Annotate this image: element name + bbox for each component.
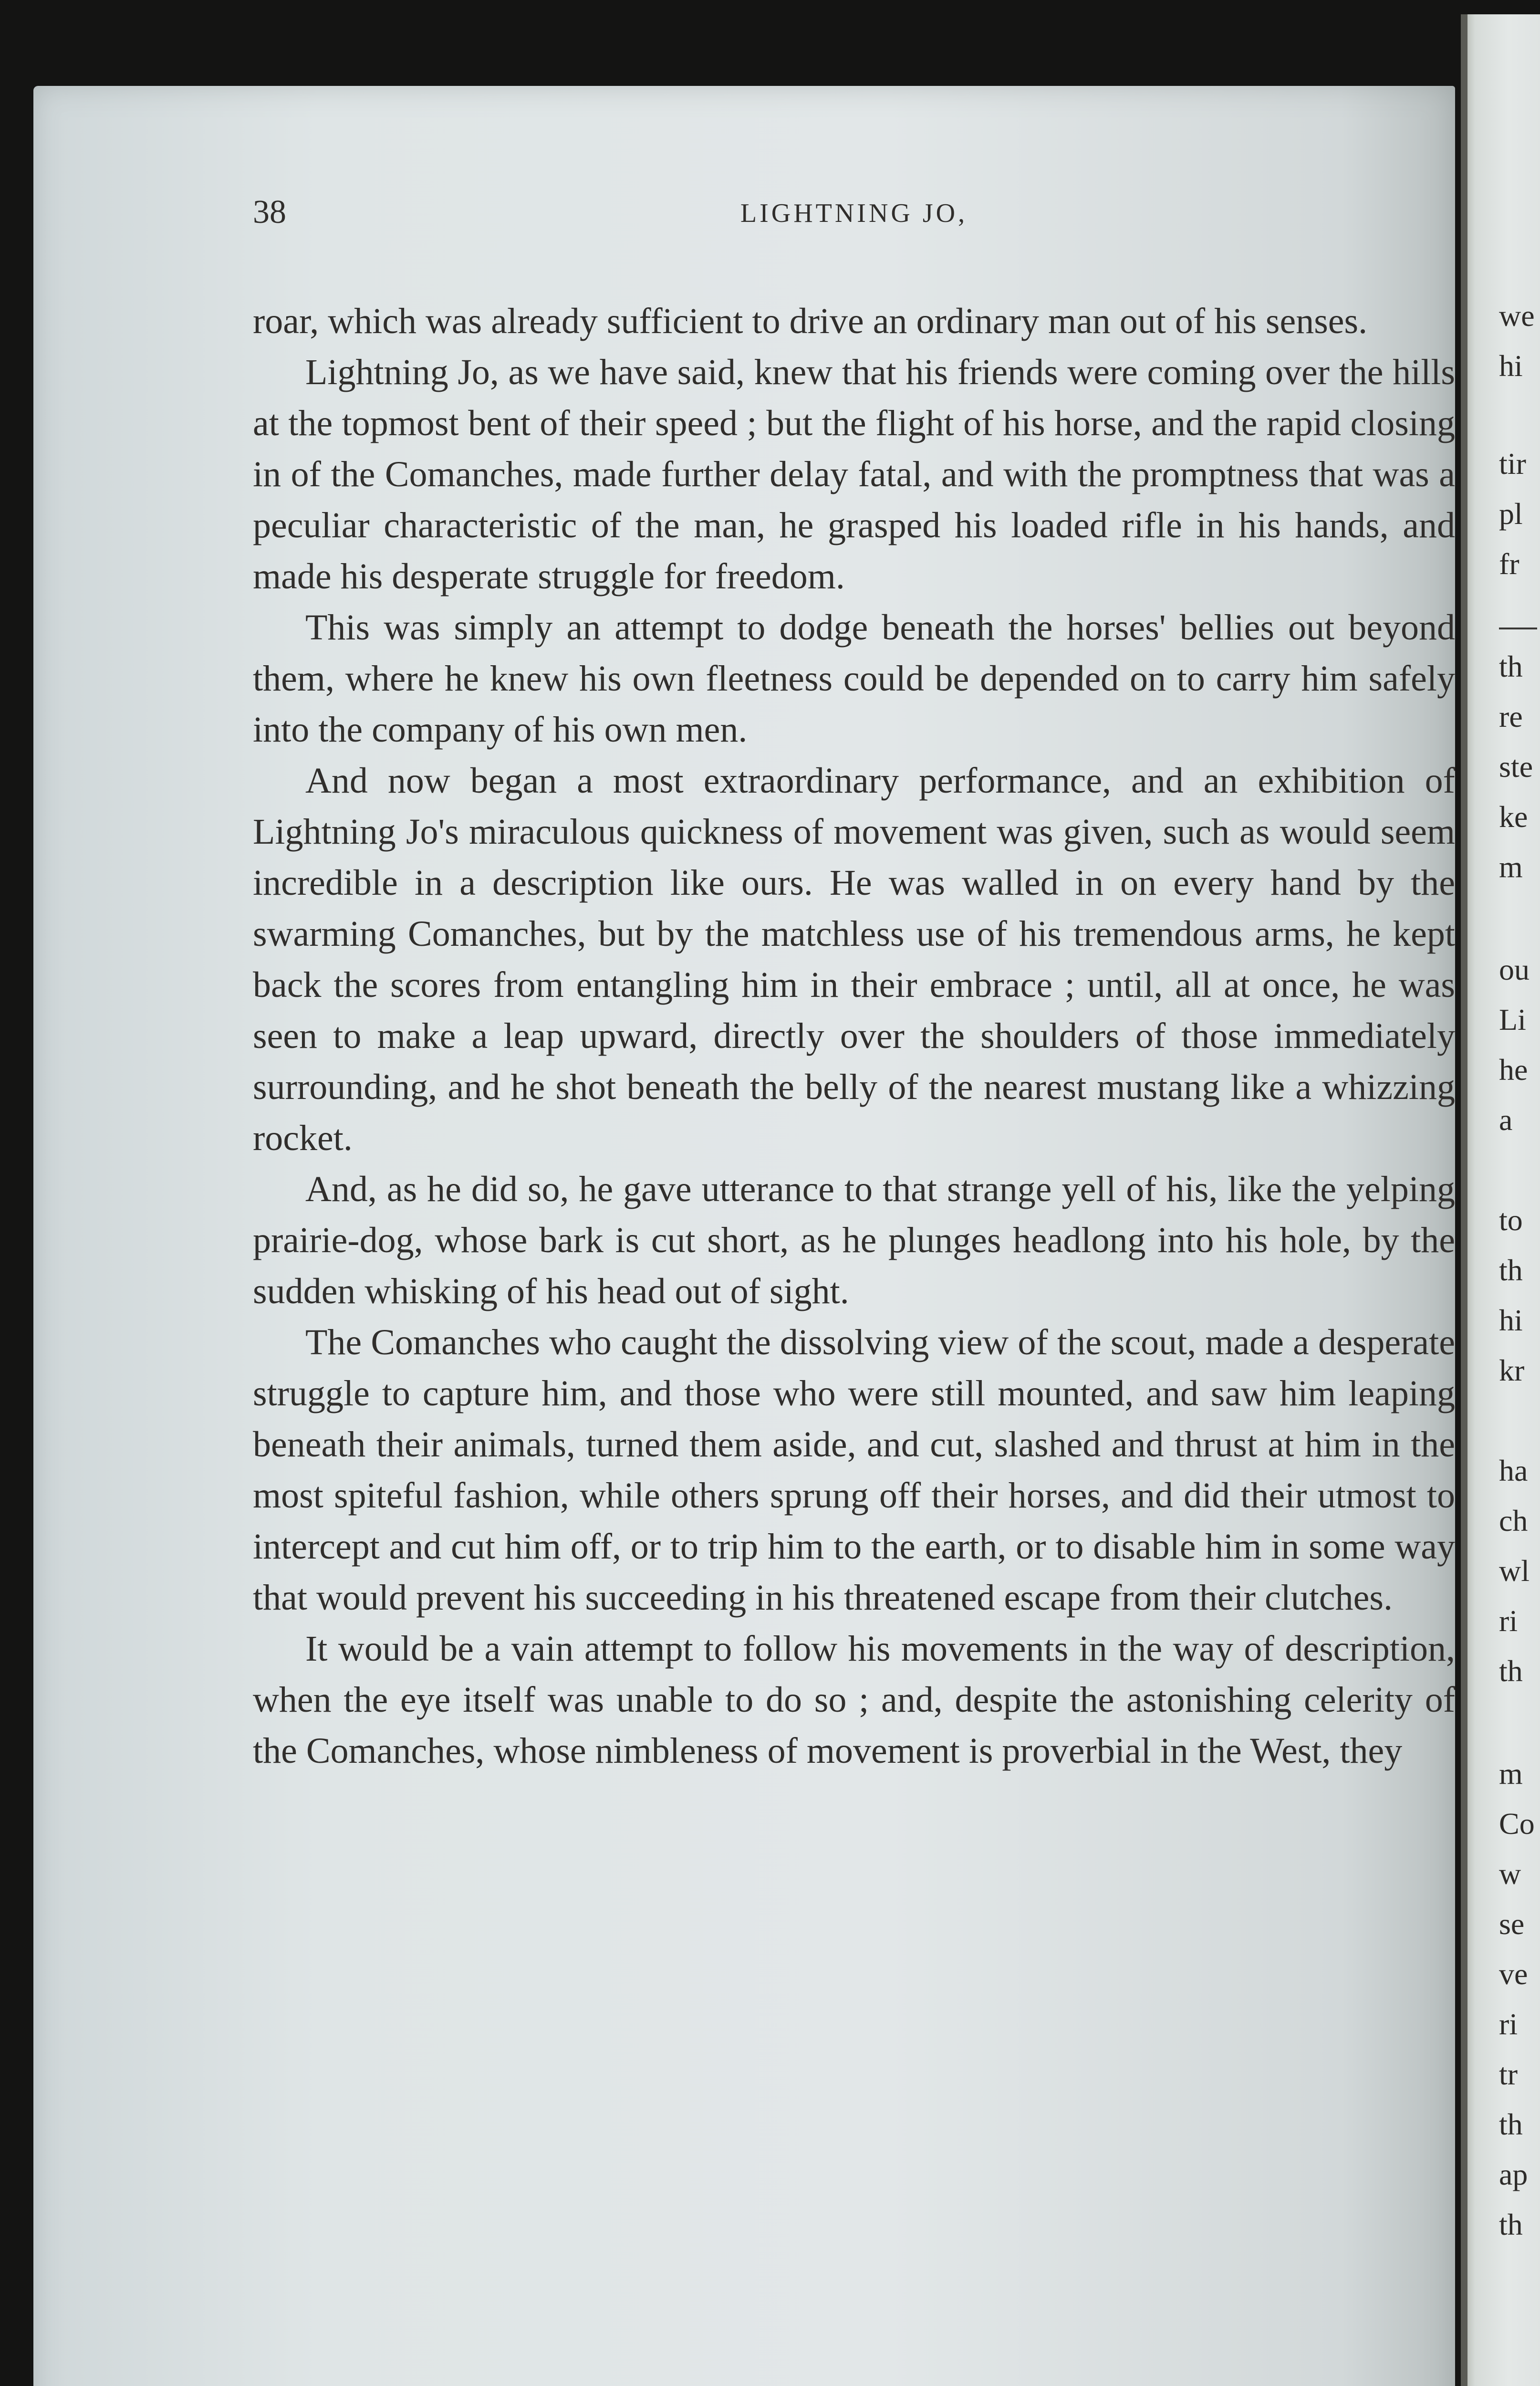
facing-fragment: pl — [1499, 497, 1523, 531]
facing-page-rule — [1499, 628, 1537, 629]
facing-fragment: ri — [1499, 1604, 1518, 1638]
paragraph: roar, which was already sufficient to drive an ordinary man out of his senses. — [253, 301, 1368, 341]
paragraph: It would be a vain attempt to follow his movements in the way of description, when the eye itself was unable to do so ; and, despite the astonishing celerity of the Comanches, whose nimbleness of movement is proverbial in the West, they — [253, 1629, 1455, 1771]
facing-fragment: ve — [1499, 1957, 1528, 1991]
running-title: LIGHTNING JO, — [740, 199, 968, 228]
paragraph: And now began a most extraordinary performance, and an exhibition of Lightning Jo's miraculous quickness of movement was given, such as would seem incredible in a description like ours. He was walled in on every hand by the swarming Comanches, but by the matchless use of his tremendous arms, he kept back the scores from entangling him in their embrace ; until, all at once, he was seen to make a leap upward, directly over the shoulders of those immediately surrounding, and he shot beneath the belly of the nearest mustang like a whizzing rocket. — [253, 761, 1455, 1158]
facing-fragment: ch — [1499, 1504, 1528, 1538]
facing-fragment: re — [1499, 700, 1523, 733]
facing-fragment: hi — [1499, 1303, 1523, 1337]
facing-fragment: th — [1499, 1654, 1523, 1688]
facing-fragment: se — [1499, 1907, 1525, 1941]
facing-page-edge — [1461, 14, 1540, 2386]
facing-fragment: we — [1499, 299, 1535, 333]
paragraph: And, as he did so, he gave utterance to that strange yell of his, like the yelping prairie-dog, whose bark is cut short, as he plunges headlong into his hole, by the sudden whisking of his head out of sight. — [253, 1169, 1455, 1311]
facing-fragment: tr — [1499, 2057, 1518, 2091]
facing-fragment: kr — [1499, 1353, 1525, 1387]
paragraph: This was simply an attempt to dodge beneath the horses' bellies out beyond them, where he knew his own fleetness could be depended on to carry him safely into the company of his own men. — [253, 607, 1455, 750]
spine-shadow — [1461, 14, 1467, 2386]
facing-fragment: ste — [1499, 750, 1533, 784]
paragraph: Lightning Jo, as we have said, knew that his friends were coming over the hills at the topmost bent of their speed ; but the flight of his horse, and the rapid closing in of the Comanches, made further delay fatal, and with the promptness that was a peculiar characteristic of the man, he grasped his loaded rifle in his hands, and made his desperate struggle for freedom. — [253, 352, 1455, 596]
facing-fragment: ha — [1499, 1454, 1528, 1487]
facing-fragment: wl — [1499, 1554, 1530, 1588]
page-number: 38 — [253, 194, 286, 230]
facing-fragment: fr — [1499, 547, 1519, 581]
facing-fragment: ri — [1499, 2007, 1518, 2041]
facing-fragment: ou — [1499, 952, 1530, 986]
facing-fragment: th — [1499, 2107, 1523, 2141]
facing-fragment: hi — [1499, 349, 1523, 383]
facing-fragment: ke — [1499, 800, 1528, 834]
body-text — [253, 296, 1455, 1777]
facing-fragment: w — [1499, 1857, 1521, 1891]
facing-fragment: th — [1499, 1253, 1523, 1287]
facing-fragment: th — [1499, 2208, 1523, 2241]
facing-fragment: tir — [1499, 447, 1526, 481]
facing-fragment: Li — [1499, 1003, 1526, 1036]
facing-fragment: th — [1499, 649, 1523, 683]
running-header — [253, 193, 1455, 246]
facing-fragment: he — [1499, 1053, 1528, 1087]
facing-fragment: m — [1499, 1757, 1523, 1790]
facing-fragment: a — [1499, 1103, 1513, 1137]
facing-fragment: m — [1499, 850, 1523, 884]
facing-fragment: Co — [1499, 1807, 1535, 1841]
facing-fragment: ap — [1499, 2157, 1528, 2191]
facing-fragment: to — [1499, 1203, 1523, 1237]
paragraph: The Comanches who caught the dissolving view of the scout, made a desperate struggle to capture him, and those who were still mounted, and saw him leaping beneath their animals, turned them aside, and cut, slashed and thrust at him in the most spiteful fashion, while others sprung off their horses, and did their utmost to intercept and cut him off, or to trip him to the earth, or to disable him in some way that would prevent his succeeding in his threatened escape from their clutches. — [253, 1322, 1455, 1618]
